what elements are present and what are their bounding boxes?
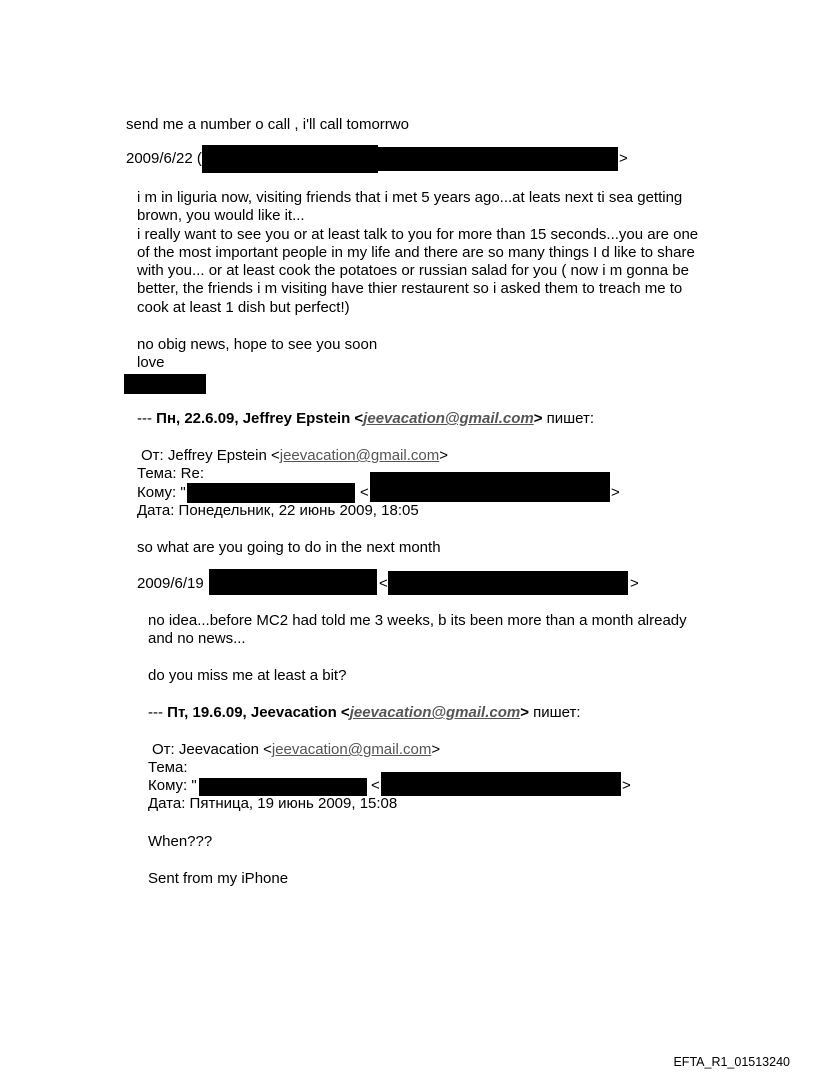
sender-email-link[interactable]: jeevacation@gmail.com <box>349 704 521 721</box>
redaction-block <box>388 571 628 595</box>
date-line-2: Дата: Пятница, 19 июнь 2009, 15:08 <box>148 795 398 812</box>
no-news-line: no obig news, hope to see you soon <box>137 336 378 353</box>
angle-close: > <box>611 484 620 501</box>
redaction-block <box>124 374 206 394</box>
quote-date: 2009/6/22 <box>126 150 193 167</box>
body-line: of the most important people in my life and there are so many things I d like to share <box>137 243 695 261</box>
redaction-block <box>370 472 610 502</box>
redaction-block <box>202 145 378 173</box>
angle-open: < <box>379 575 388 592</box>
date-line-1: Дата: Понедельник, 22 июнь 2009, 18:05 <box>137 502 419 519</box>
forward-date: Пн, 22.6.09, Jeffrey Epstein < <box>156 410 364 427</box>
reply-body-2 <box>148 612 687 649</box>
from-close: > <box>431 741 441 758</box>
redaction-block <box>209 569 377 595</box>
to-line-2: Кому: " <box>148 777 197 794</box>
forward-bracket: > <box>533 410 543 427</box>
when-line: When??? <box>148 833 213 850</box>
subject-line-1: Тема: Re: <box>137 465 204 482</box>
from-label: От: Jeevacation < <box>152 741 272 758</box>
redaction-block <box>187 483 355 503</box>
angle-open: < <box>371 777 380 794</box>
subject-line-2: Тема: <box>148 759 188 776</box>
quote-prefix-char: ( <box>196 150 202 167</box>
angle-close: > <box>630 575 639 592</box>
redaction-block <box>381 772 621 796</box>
from-email-link[interactable]: jeevacation@gmail.com <box>271 741 432 758</box>
quote-header-2: 2009/6/19 <box>137 575 204 592</box>
love-line: love <box>137 354 165 371</box>
to-line-1: Кому: " <box>137 484 186 501</box>
from-label: От: Jeffrey Epstein < <box>141 447 280 464</box>
signature-line: Sent from my iPhone <box>148 870 289 887</box>
body-line: i m in liguria now, visiting friends that i met 5 years ago...at leats next ti sea getting <box>137 189 683 206</box>
body-line: better, the friends i m visiting have thier restaurent so i asked them to treach me to <box>137 280 683 298</box>
body-line: no idea...before MC2 had told me 3 weeks, b its been more than a month already <box>148 612 687 629</box>
redaction-block <box>378 147 618 171</box>
forward-prefix: --- <box>148 704 168 721</box>
sender-email-link[interactable]: jeevacation@gmail.com <box>363 410 534 427</box>
forward-header-2 <box>148 704 581 722</box>
bates-number: EFTA_R1_01513240 <box>673 1055 790 1069</box>
miss-line: do you miss me at least a bit? <box>148 667 347 684</box>
body-line: brown, you would like it... <box>137 207 305 225</box>
reply-text: send me a number o call , i'll call tomorrwo <box>126 116 409 133</box>
forward-prefix: --- <box>137 410 157 427</box>
forward-writes: пишет: <box>542 410 595 427</box>
body-line: cook at least 1 dish but perfect!) <box>137 298 350 316</box>
redaction-block <box>199 778 367 796</box>
question-line: so what are you going to do in the next month <box>137 539 441 556</box>
forward-writes: пишет: <box>528 704 581 721</box>
angle-open: < <box>360 484 369 501</box>
quote-header-1 <box>126 150 202 168</box>
message-body <box>137 189 698 317</box>
from-close: > <box>439 447 448 464</box>
body-line: i really want to see you or at least talk to you for more than 15 seconds...you are one <box>137 225 699 243</box>
body-line: with you... or at least cook the potatoes or russian salad for you ( now i m gonna be <box>137 262 689 280</box>
from-line-1 <box>141 447 448 465</box>
forward-date: Пт, 19.6.09, Jeevacation < <box>167 704 350 721</box>
angle-close: > <box>619 150 628 167</box>
from-email-link[interactable]: jeevacation@gmail.com <box>279 447 440 464</box>
forward-header-1 <box>137 410 594 428</box>
forward-bracket: > <box>520 704 529 721</box>
body-line: and no news... <box>148 630 246 648</box>
angle-close: > <box>622 777 631 794</box>
from-line-2 <box>152 741 440 759</box>
